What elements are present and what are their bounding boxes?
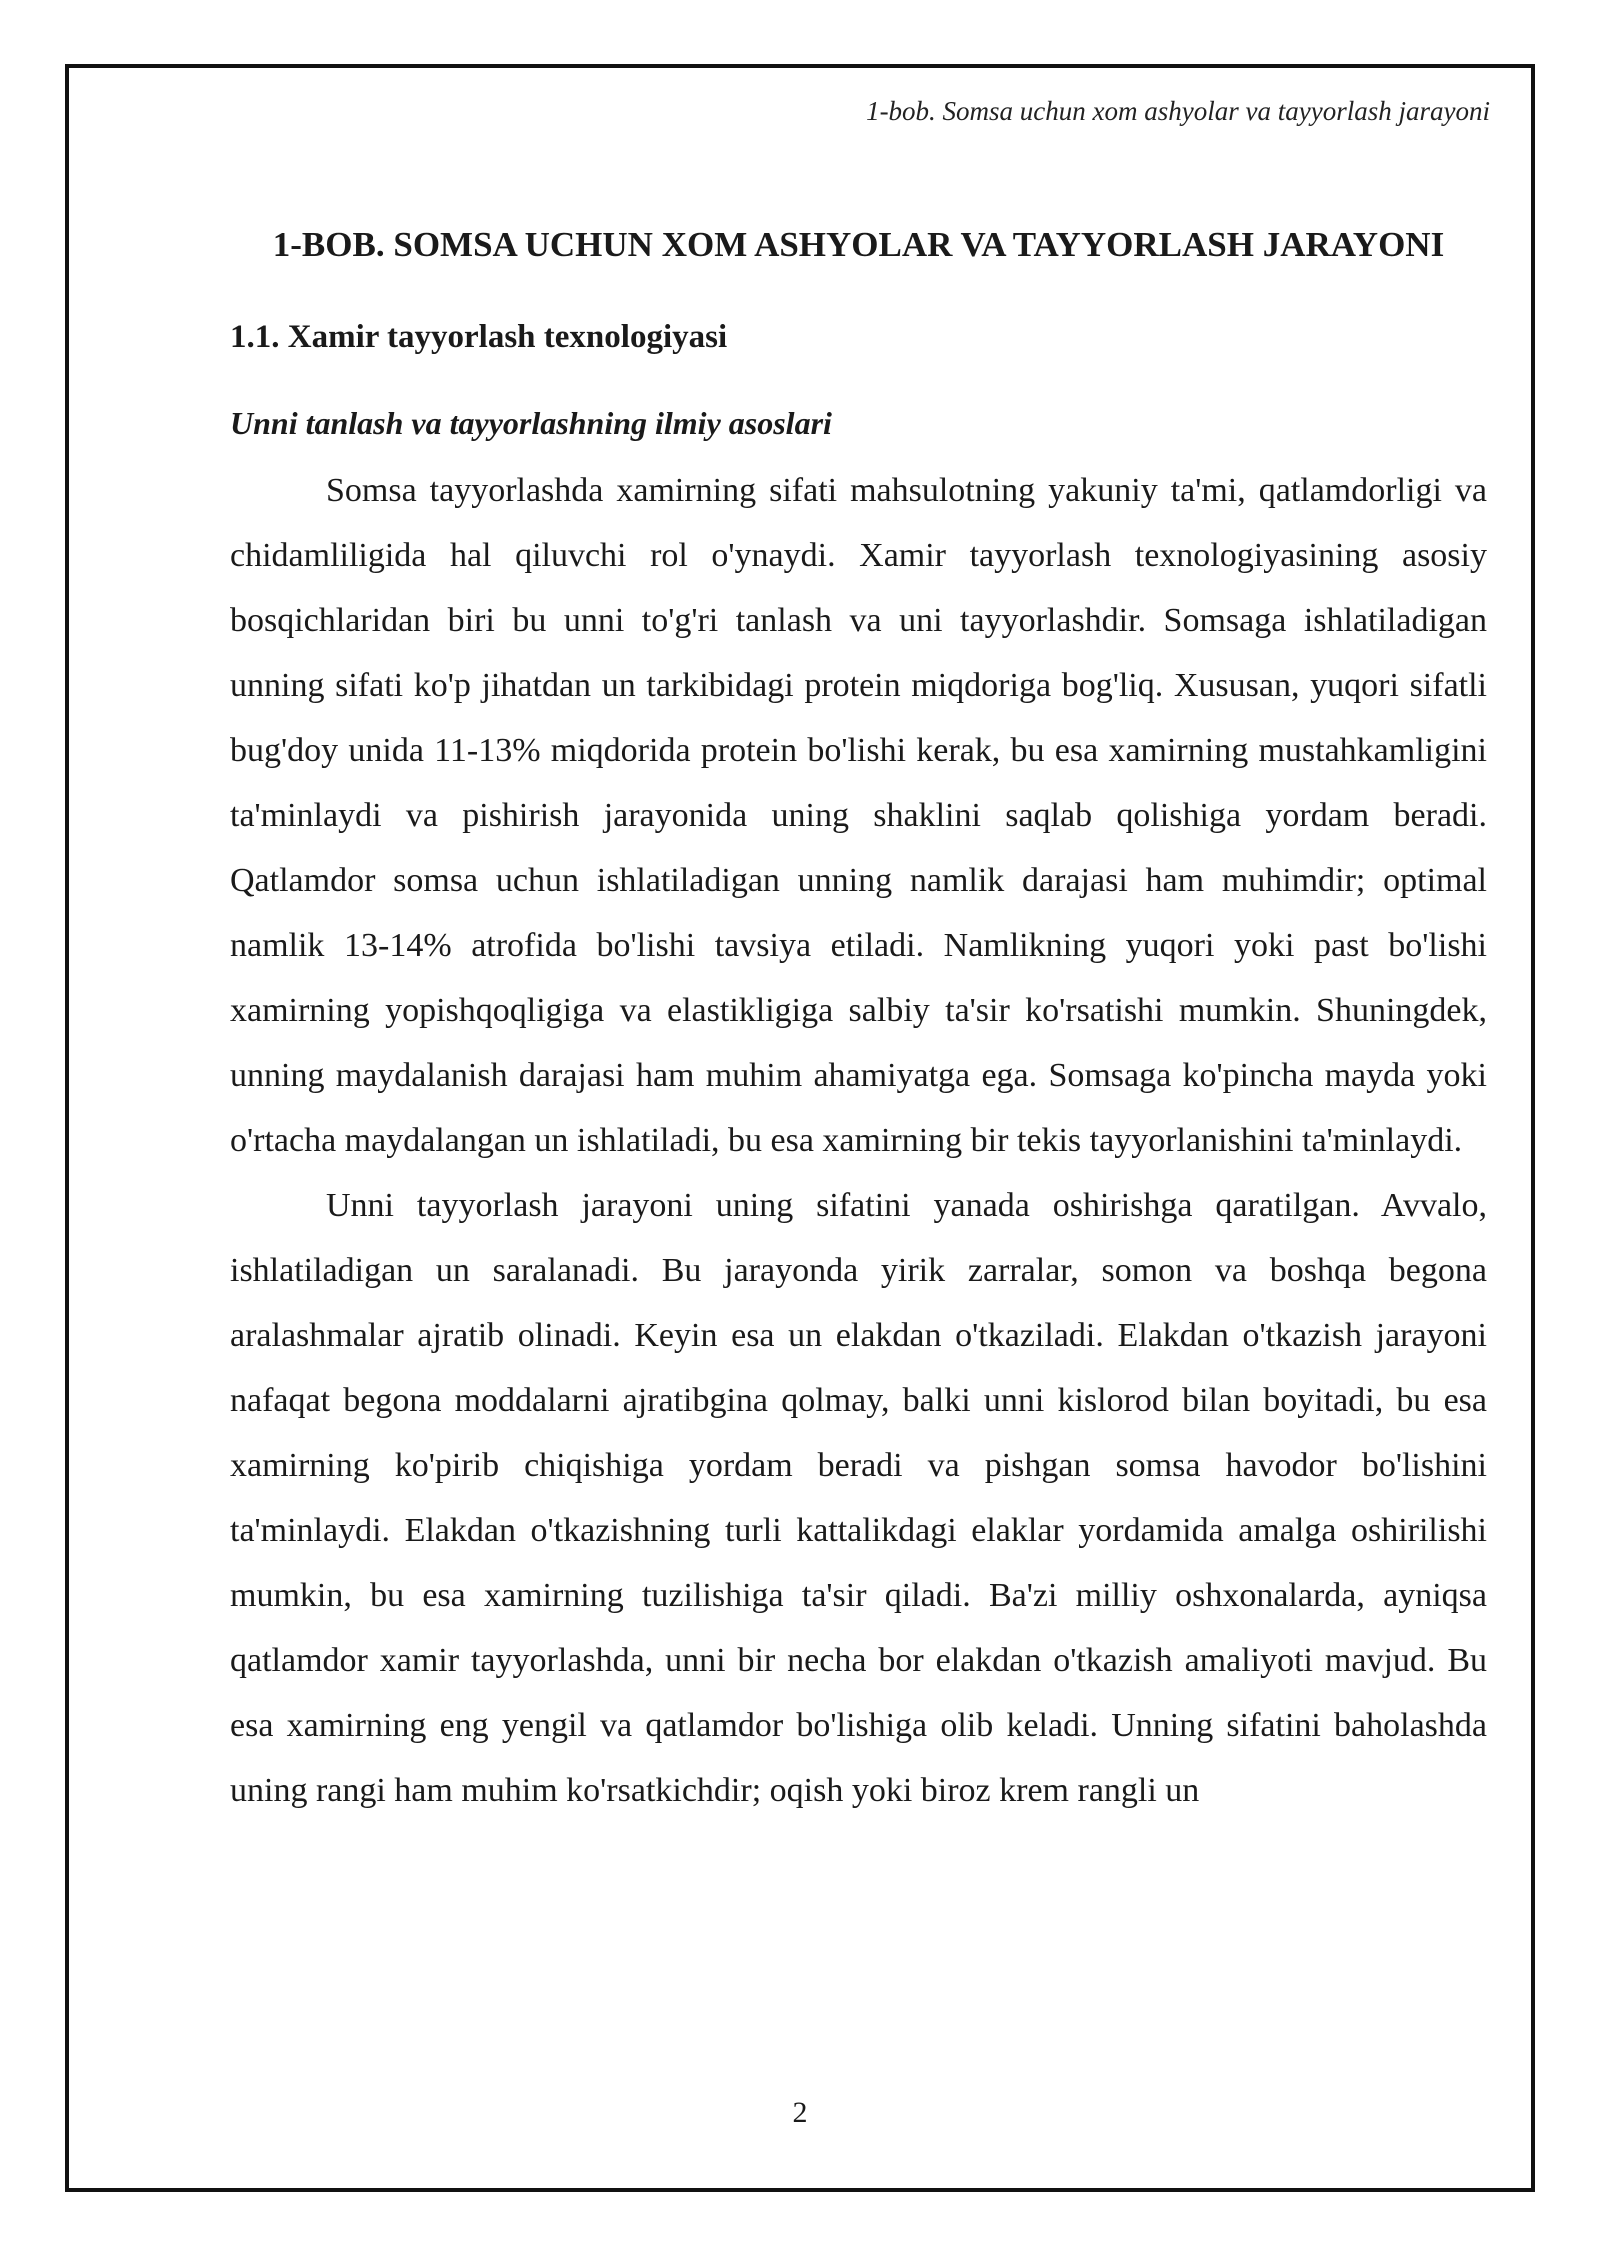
chapter-title: 1-BOB. SOMSA UCHUN XOM ASHYOLAR VA TAYYORLASH JARAYONI [272, 225, 1445, 264]
section-title: 1.1. Xamir tayyorlash texnologiyasi [230, 319, 728, 355]
running-header: 1-bob. Somsa uchun xom ashyolar va tayyorlash jarayoni [866, 96, 1490, 126]
page-content [230, 212, 1487, 1823]
page-number: 2 [792, 2096, 808, 2129]
body-paragraph: Somsa tayyorlashda xamirning sifati mahsulotning yakuniy ta'mi, qatlamdorligi va chidamliligida hal qiluvchi rol o'ynaydi. Xamir tayyorlash texnologiyasining asosiy bosqichlaridan biri bu unni to'g'ri tanlash va uni tayyorlashdir. Somsaga ishlatiladigan unning sifati ko'p jihatdan un tarkibidagi protein miqdoriga bog'liq. Xususan, yuqori sifatli bug'doy unida 11-13% miqdorida protein bo'lishi kerak, bu esa xamirning mustahkamligini ta'minlaydi va pishirish jarayonida uning shaklini saqlab qolishiga yordam beradi. Qatlamdor somsa uchun ishlatiladigan unning namlik darajasi ham muhimdir; optimal namlik 13-14% atrofida bo'lishi tavsiya etiladi. Namlikning yuqori yoki past bo'lishi xamirning yopishqoqligiga va elastikligiga salbiy ta'sir ko'rsatishi mumkin. Shuningdek, unning maydalanish darajasi ham muhim ahamiyatga ega. Somsaga ko'pincha mayda yoki o'rtacha maydalangan un ishlatiladi, bu esa xamirning bir tekis tayyorlanishini ta'minlaydi. [230, 472, 1487, 1159]
body-paragraph: Unni tayyorlash jarayoni uning sifatini yanada oshirishga qaratilgan. Avvalo, ishlatiladigan un saralanadi. Bu jarayonda yirik zarralar, somon va boshqa begona aralashmalar ajratib olinadi. Keyin esa un elakdan o'tkaziladi. Elakdan o'tkazish jarayoni nafaqat begona moddalarni ajratibgina qolmay, balki unni kislorod bilan boyitadi, bu esa xamirning ko'pirib chiqishiga yordam beradi va pishgan somsa havodor bo'lishini ta'minlaydi. Elakdan o'tkazishning turli kattalikdagi elaklar yordamida amalga oshirilishi mumkin, bu esa xamirning tuzilishiga ta'sir qiladi. Ba'zi milliy oshxonalarda, ayniqsa qatlamdor xamir tayyorlashda, unni bir necha bor elakdan o'tkazish amaliyoti mavjud. Bu esa xamirning eng yengil va qatlamdor bo'lishiga olib keladi. Unning sifatini baholashda uning rangi ham muhim ko'rsatkichdir; oqish yoki biroz krem rangli un [230, 1187, 1487, 1809]
subsection-title: Unni tanlash va tayyorlashning ilmiy asoslari [230, 405, 832, 441]
